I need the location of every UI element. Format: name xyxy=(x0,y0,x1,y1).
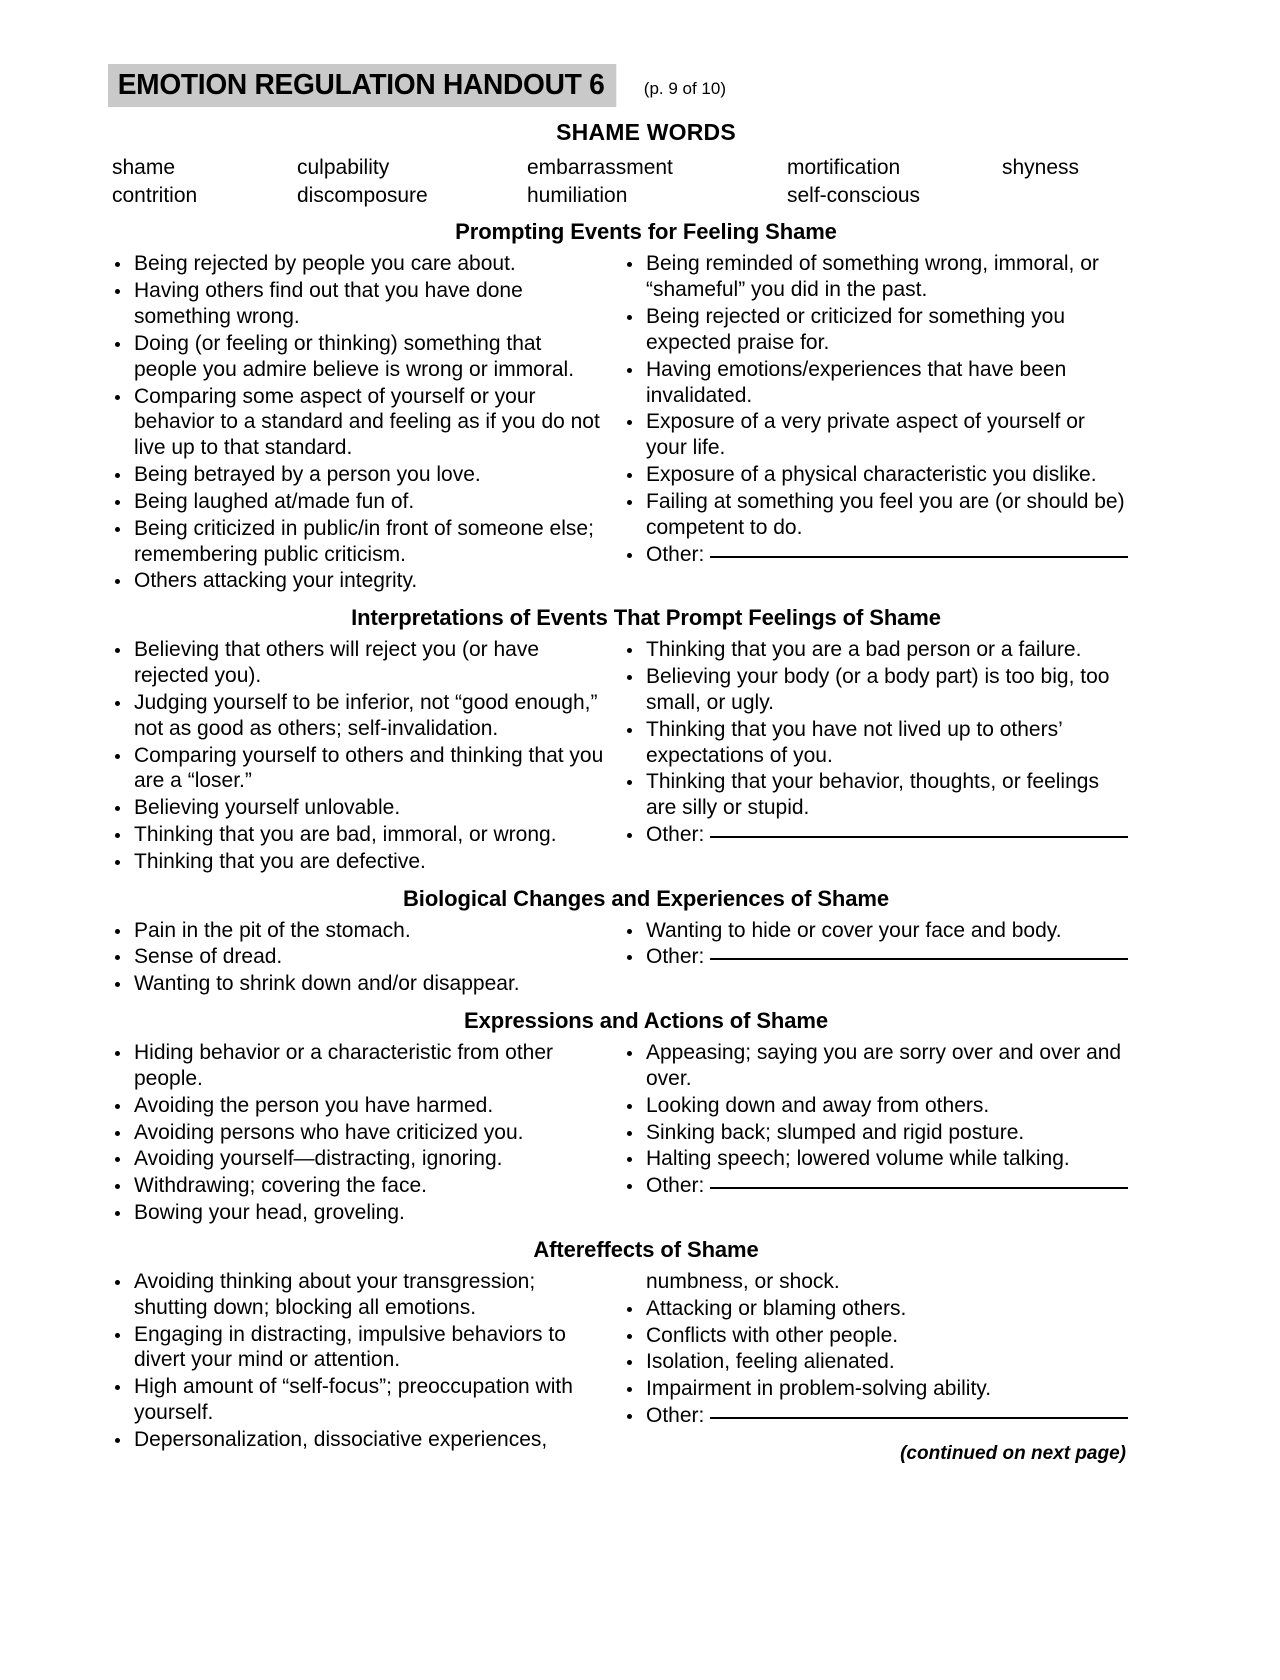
shame-word: mortification xyxy=(787,156,901,179)
list-item: Thinking that you have not lived up to others’ expectations of you. xyxy=(620,717,1128,769)
list-item: Wanting to shrink down and/or disappear. xyxy=(108,971,608,997)
shame-word: culpability xyxy=(297,156,390,179)
column-right xyxy=(620,1040,1128,1227)
shame-word: shyness xyxy=(1002,156,1080,179)
section-title-aftereffects: Aftereffects of Shame xyxy=(533,1236,759,1262)
shame-word: humiliation xyxy=(527,183,628,207)
list-item: Appeasing; saying you are sorry over and over and over. xyxy=(620,1040,1128,1092)
list-item: Others attacking your integrity. xyxy=(108,568,608,594)
list-item-other xyxy=(620,1403,1128,1429)
section-body-interpretations xyxy=(108,637,1184,875)
list-item: Conflicts with other people. xyxy=(620,1323,1128,1349)
list-item: Exposure of a physical characteristic you dislike. xyxy=(620,462,1128,488)
list-item: Being betrayed by a person you love. xyxy=(108,462,608,488)
column-left xyxy=(108,1040,608,1227)
shame-word: contrition xyxy=(112,183,198,207)
shame-word: shame xyxy=(112,156,176,179)
list-item: Impairment in problem-solving ability. xyxy=(620,1376,1128,1402)
list-item: Exposure of a very private aspect of yourself or your life. xyxy=(620,409,1128,461)
list-item: Pain in the pit of the stomach. xyxy=(108,918,608,944)
column-right xyxy=(620,1269,1128,1465)
bullet-list xyxy=(620,1269,1128,1429)
section-title-biological-changes: Biological Changes and Experiences of Shame xyxy=(403,885,889,911)
other-write-in-field[interactable] xyxy=(710,1187,1128,1189)
other-label: Other: xyxy=(646,823,705,846)
list-item: Having others find out that you have done something wrong. xyxy=(108,278,608,330)
section-body-prompting-events xyxy=(108,251,1184,595)
section-body-aftereffects xyxy=(108,1269,1184,1465)
column-right xyxy=(620,251,1128,595)
bullet-list xyxy=(108,251,608,594)
handout-header xyxy=(108,64,1184,107)
list-item: Engaging in distracting, impulsive behaviors to divert your mind or attention. xyxy=(108,1322,608,1374)
section-title-expressions-actions: Expressions and Actions of Shame xyxy=(464,1008,828,1034)
column-left xyxy=(108,637,608,875)
column-left xyxy=(108,251,608,595)
list-item: Wanting to hide or cover your face and body. xyxy=(620,918,1128,944)
list-item: Being criticized in public/in front of someone else; remembering public criticism. xyxy=(108,516,608,568)
bullet-list xyxy=(620,637,1128,848)
list-item-other xyxy=(620,944,1128,970)
list-item: Sinking back; slumped and rigid posture. xyxy=(620,1120,1128,1146)
section-body-biological-changes xyxy=(108,918,1184,998)
column-right xyxy=(620,918,1128,998)
list-item: Thinking that you are bad, immoral, or wrong. xyxy=(108,822,608,848)
list-item-other xyxy=(620,1173,1128,1199)
section-title-prompting-events: Prompting Events for Feeling Shame xyxy=(455,219,837,245)
bullet-list xyxy=(108,1040,608,1226)
column-left xyxy=(108,918,608,998)
list-item: Judging yourself to be inferior, not “good enough,” not as good as others; self-invalidation. xyxy=(108,690,608,742)
bullet-list xyxy=(108,637,608,874)
shame-words-list xyxy=(108,154,1184,209)
bullet-list xyxy=(620,1040,1128,1199)
list-item: Failing at something you feel you are (or should be) competent to do. xyxy=(620,489,1128,541)
list-item: Comparing yourself to others and thinking that you are a “loser.” xyxy=(108,743,608,795)
other-label: Other: xyxy=(646,542,705,566)
list-item: Thinking that you are a bad person or a failure. xyxy=(620,637,1128,663)
list-item: Depersonalization, dissociative experiences, xyxy=(108,1427,608,1453)
list-item: Having emotions/experiences that have been invalidated. xyxy=(620,357,1128,409)
other-label: Other: xyxy=(646,1404,705,1428)
column-left xyxy=(108,1269,608,1465)
list-item: Thinking that you are defective. xyxy=(108,849,608,875)
other-write-in-field[interactable] xyxy=(710,958,1128,960)
list-item: High amount of “self-focus”; preoccupation with yourself. xyxy=(108,1374,608,1426)
section-body-expressions-actions xyxy=(108,1040,1184,1227)
list-item: Looking down and away from others. xyxy=(620,1093,1128,1119)
other-label: Other: xyxy=(646,945,705,969)
list-item: Attacking or blaming others. xyxy=(620,1296,1128,1322)
bullet-list xyxy=(108,1269,608,1453)
list-item: Avoiding thinking about your transgression; shutting down; blocking all emotions. xyxy=(108,1269,608,1321)
list-item-continuation: numbness, or shock. xyxy=(646,1269,840,1293)
other-write-in-field[interactable] xyxy=(710,556,1128,558)
bullet-list xyxy=(620,918,1128,971)
list-item: Halting speech; lowered volume while talking. xyxy=(620,1146,1128,1172)
shame-words-title: SHAME WORDS xyxy=(556,119,736,145)
list-item-other xyxy=(620,822,1128,848)
shame-word: self-conscious xyxy=(787,183,921,207)
list-item: Doing (or feeling or thinking) something that people you admire believe is wrong or immoral. xyxy=(108,331,608,383)
list-item: Thinking that your behavior, thoughts, or feelings are silly or stupid. xyxy=(620,769,1128,821)
list-item: Avoiding the person you have harmed. xyxy=(108,1093,608,1119)
list-item: Comparing some aspect of yourself or your behavior to a standard and feeling as if you do not live up to that standard. xyxy=(108,384,608,461)
other-write-in-field[interactable] xyxy=(710,1417,1128,1419)
list-item: Being rejected or criticized for something you expected praise for. xyxy=(620,304,1128,356)
column-right xyxy=(620,637,1128,875)
section-title-interpretations: Interpretations of Events That Prompt Feelings of Shame xyxy=(351,605,941,631)
list-item: Avoiding persons who have criticized you. xyxy=(108,1120,608,1146)
bullet-list xyxy=(620,251,1128,567)
page-number-label: (p. 9 of 10) xyxy=(643,79,726,98)
list-item: Sense of dread. xyxy=(108,944,608,970)
list-item-other xyxy=(620,542,1128,568)
shame-word xyxy=(1002,182,1184,210)
list-item: Bowing your head, groveling. xyxy=(108,1200,608,1226)
list-item: Withdrawing; covering the face. xyxy=(108,1173,608,1199)
page-title: EMOTION REGULATION HANDOUT 6 xyxy=(108,64,616,107)
shame-word: embarrassment xyxy=(527,156,673,179)
list-item: Hiding behavior or a characteristic from other people. xyxy=(108,1040,608,1092)
continued-footer: (continued on next page) xyxy=(900,1442,1126,1464)
list-item: Avoiding yourself—distracting, ignoring. xyxy=(108,1146,608,1172)
other-label: Other: xyxy=(646,1174,705,1198)
list-item: Believing your body (or a body part) is too big, too small, or ugly. xyxy=(620,664,1128,716)
other-write-in-field[interactable] xyxy=(710,836,1128,838)
bullet-list xyxy=(108,918,608,997)
list-item: Being rejected by people you care about. xyxy=(108,251,608,277)
list-item: Being reminded of something wrong, immoral, or “shameful” you did in the past. xyxy=(620,251,1128,303)
list-item: Believing yourself unlovable. xyxy=(108,795,608,821)
shame-word: discomposure xyxy=(297,183,428,207)
list-item: Believing that others will reject you (or have rejected you). xyxy=(108,637,608,689)
list-item: Isolation, feeling alienated. xyxy=(620,1349,1128,1375)
list-item: Being laughed at/made fun of. xyxy=(108,489,608,515)
